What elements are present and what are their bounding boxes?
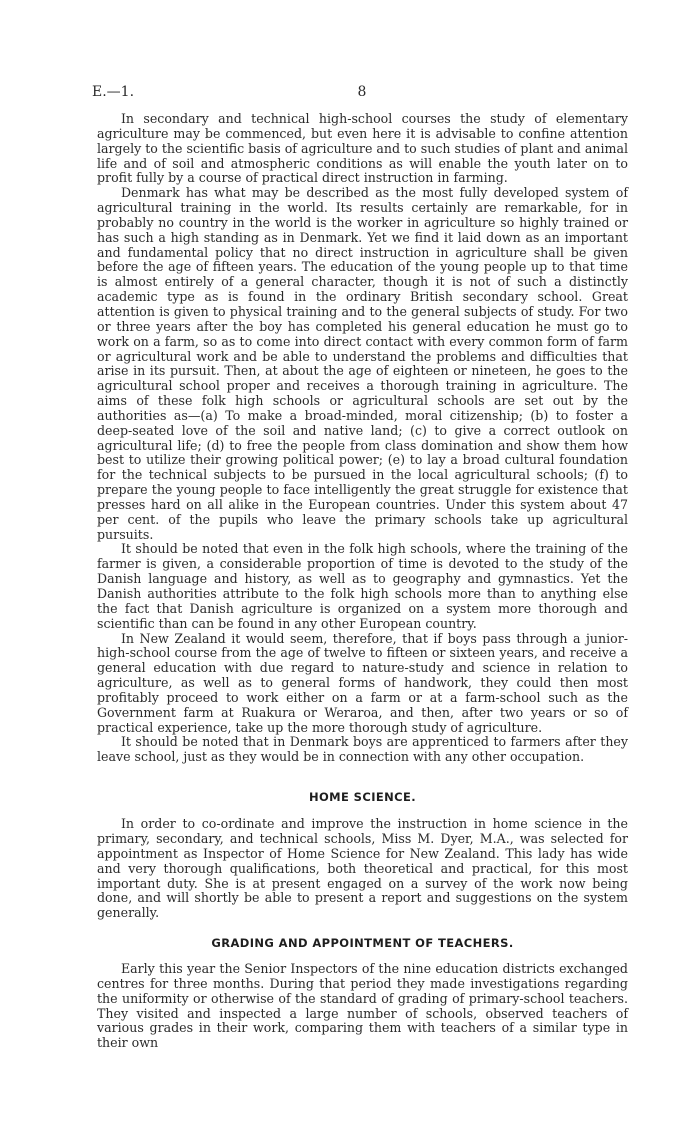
- paragraph-folk-high-schools: It should be noted that even in the folk high schools, where the training of the farmer is given, a considerable proportion of time is devoted to the study of the Danish language and history, as well as to geography and gymnastics. Yet the Danish authorities attribute to the folk high schools more than to anything else the fact that Danish agriculture is organized on a system more thorough and scientific than can be found in any other European country.: [97, 541, 628, 631]
- paragraph-denmark-system: Denmark has what may be described as the most fully developed system of agricultural training in the world. Its results certainly are remarkable, for in probably no country in the world is the worker in agriculture so highly trained or has such a high standing as in Denmark. Yet we find it laid down as an important and fundamental policy that no direct instruction in agriculture shall be given before the age of fifteen years. The education of the young people up to that time is almost entirely of a general character, though it is not of such a distinctly academic type as is found in the ordinary British secondary school. Great attention is given to physical training and to the general subjects of study. For two or three years after the boy has completed his general education he must go to work on a farm, so as to come into direct contact with every common form of farm or agricultural work and be able to understand the problems and difficulties that arise in its pursuit. Then, at about the age of eighteen or nineteen, he goes to the agricultural school proper and receives a thorough training in agriculture. The aims of these folk high schools or agricultural schools are set out by the authorities as—(a) To make a broad-minded, moral citizenship; (b) to foster a deep-seated love of the soil and native land; (c) to give a correct outlook on agricultural life; (d) to free the people from class domination and show them how best to utilize their growing political power; (e) to lay a broad cultural foundation for the technical subjects to be pursued in the local agricultural schools; (f) to prepare the young people to face intelligently the great struggle for existence that presses hard on all alike in the European countries. Under this system about 47 per cent. of the pupils who leave the primary schools take up agricultural pursuits.: [97, 185, 628, 542]
- paragraph-secondary-courses: In secondary and technical high-school courses the study of elementary agriculture may be commenced, but even here it is advisable to confine attention largely to the scientific basis of agriculture and to such studies of plant and animal life and of soil and atmospheric conditions as will enable the youth later on to profit fully by a course of practical direct instruction in farming.: [97, 111, 628, 186]
- paragraph-grading: Early this year the Senior Inspectors of the nine education districts exchanged centres for three months. During that period they made investigations regarding the uniformity or otherwise of the standard of grading of primary-school teachers. They visited and inspected a large number of schools, observed teachers of various grades in their work, comparing them with teachers of a similar type in their own: [97, 961, 628, 1051]
- paragraph-new-zealand: In New Zealand it would seem, therefore, that if boys pass through a junior-high-school course from the age of twelve to fifteen or sixteen years, and receive a general education with due regard to nature-study and science in relation to agriculture, as well as to general forms of handwork, they could then most profitably proceed to work either on a farm or at a farm-school such as the Government farm at Ruakura or Weraroa, and then, after two years or so of practical experience, take up the more thorough study of agriculture.: [97, 630, 628, 735]
- paragraph-apprenticeship: It should be noted that in Denmark boys are apprenticed to farmers after they leave school, just as they would be in connection with any other occupation.: [97, 734, 628, 765]
- section-heading-home-science: HOME SCIENCE.: [308, 790, 417, 805]
- page-number: 8: [357, 84, 367, 100]
- running-header: [92, 84, 632, 100]
- document-code: E.—1.: [92, 84, 135, 100]
- body-text: [97, 112, 628, 1051]
- paragraph-home-science: In order to co-ordinate and improve the instruction in home science in the primary, secondary, and technical schools, Miss M. Dyer, M.A., was selected for appointment as Inspector of Home Science for New Zealand. This lady has wide and very thorough qualifications, both theoretical and practical, for this most important duty. She is at present engaged on a survey of the work now being done, and will shortly be able to present a report and suggestions on the system generally.: [97, 816, 628, 921]
- section-heading-grading: GRADING AND APPOINTMENT OF TEACHERS.: [211, 936, 514, 951]
